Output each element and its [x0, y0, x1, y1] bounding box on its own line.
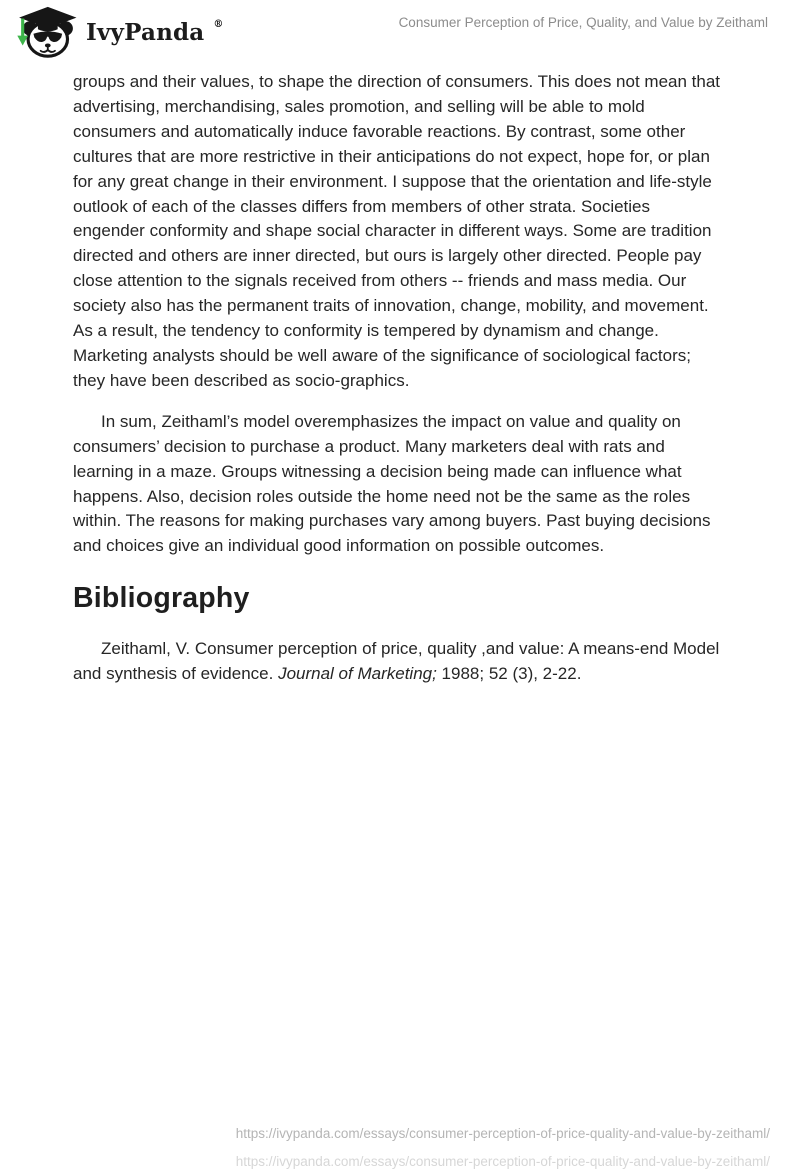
essay-paragraph: groups and their values, to shape the direction of consumers. This does not mean that advertising, merchandising, sales promotion, and selling will be able to mold consumers and automatically induce favorable reactions. By contrast, some other cultures that are more restrictive in their anticipations do not expect, hope for, or plan for any great change in their environment. I suppose that the orientation and life-style outlook of each of the classes differs from members of other strata. Societies engender conformity and shape social character in different ways. Some are tradition directed and others are inner directed, but ours is largely other directed. People pay close attention to the signals received from others -- friends and mass media. Our society also has the permanent traits of innovation, change, mobility, and movement. As a result, the tendency to conformity is tempered by dynamism and change. Marketing analysts should be well aware of the significance of sociological factors; they have been described as socio-graphics. [73, 72, 721, 390]
brand-name: IvyPanda [86, 18, 205, 46]
page-header [0, 0, 800, 64]
citation-text: Zeithaml, V. Consumer perception of price, quality ,and value: A means-end Model and synthesis of evidence. [73, 639, 720, 684]
source-url[interactable]: https://ivypanda.com/essays/consumer-perception-of-price-quality-and-value-by-zeithaml/ [235, 1126, 770, 1141]
ivypanda-panda-logo-icon [14, 6, 78, 58]
bibliography-heading: Bibliography [73, 582, 250, 615]
essay-paragraph: In sum, Zeithaml’s model overemphasizes the impact on value and quality on consumers’ decision to purchase a product. Many marketers deal with rats and learning in a maze. Groups witnessing a decision being made can influence what happens. Also, decision roles outside the home need not be the same as the roles within. The reasons for making purchases vary among buyers. Past buying decisions and choices give an individual good information on possible outcomes. [73, 411, 711, 556]
registered-trademark: ® [213, 18, 224, 30]
citation-journal-title: Journal of Marketing; [278, 664, 437, 684]
brand-logo[interactable] [14, 6, 222, 58]
document-title: Consumer Perception of Price, Quality, and Value by Zeithaml [398, 15, 768, 30]
essay-body [73, 62, 723, 687]
bibliography-citation [73, 637, 723, 687]
citation-issue-pages: 1988; 52 (3), 2-22. [436, 664, 582, 684]
next-page-cutoff-text: https://ivypanda.com/essays/consumer-perception-of-price-quality-and-value-by-zeithaml/ [235, 1154, 770, 1169]
